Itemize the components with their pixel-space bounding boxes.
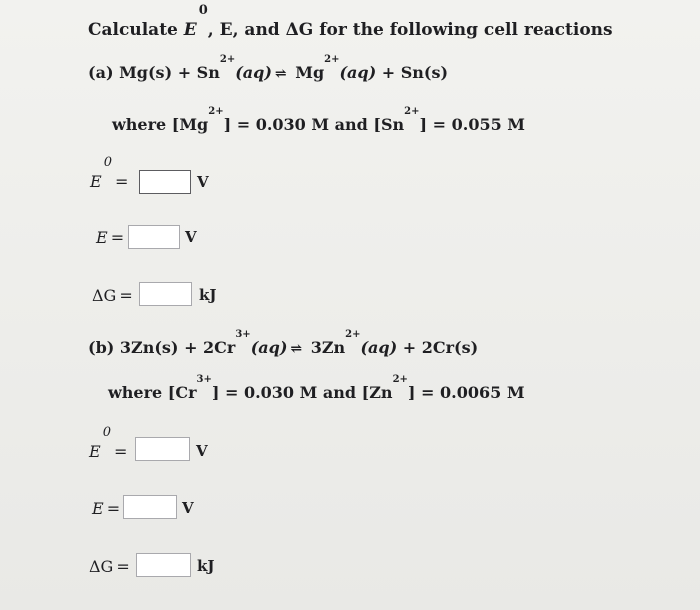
- dg-a-unit: kJ: [199, 286, 217, 304]
- e-a-equals: =: [110, 228, 125, 247]
- e0-a-equals: =: [114, 172, 129, 191]
- e0-b-letter: E: [89, 442, 101, 461]
- e0-a-unit: V: [197, 173, 209, 191]
- e-a-input[interactable]: [128, 225, 180, 249]
- reaction-b: [88, 329, 479, 357]
- dg-b-unit: kJ: [197, 557, 215, 575]
- reaction-b-text-4: (aq): [360, 338, 398, 357]
- e-b-unit: V: [182, 499, 194, 517]
- title-prefix: Calculate: [88, 20, 184, 40]
- reaction-a-charge-1: 2+: [219, 54, 236, 65]
- e0-b-equals: =: [113, 442, 128, 461]
- equilibrium-arrow-icon: ⇌: [274, 66, 287, 82]
- e0-a-superscript: 0: [103, 155, 112, 170]
- title-e0-letter: E: [183, 20, 197, 40]
- part-b-label: (b): [88, 338, 115, 357]
- reaction-a-text-2: (aq): [235, 63, 272, 82]
- conditions-b-charge-2: 2+: [392, 374, 408, 385]
- reaction-b-charge-1: 3+: [235, 329, 251, 340]
- reaction-b-text-1: 3Zn(s) + 2Cr: [114, 338, 236, 357]
- e-b-equals: =: [106, 499, 121, 518]
- e-a-letter: E: [96, 228, 108, 247]
- conditions-b-text-1: where [Cr: [108, 383, 197, 402]
- dg-a-equals: =: [119, 286, 133, 305]
- e-b-letter: E: [92, 499, 104, 518]
- conditions-b-text-3: ] = 0.0065 M: [407, 383, 525, 402]
- question-title: [88, 3, 613, 40]
- e-b-input[interactable]: [123, 495, 177, 519]
- e-a-unit: V: [185, 228, 197, 246]
- reaction-a-text-5: + Sn(s): [376, 63, 449, 82]
- dg-b-equals: =: [116, 557, 130, 576]
- reaction-a-text-4: (aq): [339, 63, 377, 82]
- conditions-a-charge-2: 2+: [404, 106, 420, 117]
- e0-a-letter: E: [90, 172, 102, 191]
- title-suffix: , E, and ΔG for the following cell reactions: [207, 20, 613, 40]
- reaction-b-text-5: + 2Cr(s): [397, 338, 479, 357]
- e-a-label: [96, 228, 124, 247]
- reaction-a: [88, 54, 449, 82]
- reaction-a-text-3: Mg: [289, 63, 325, 82]
- dg-b-input[interactable]: [136, 553, 191, 577]
- e-b-label: [92, 499, 120, 518]
- reaction-b-text-2: (aq): [250, 338, 288, 357]
- conditions-b: [108, 374, 525, 402]
- dg-a-label: [92, 286, 133, 305]
- e0-b-input[interactable]: [135, 437, 190, 461]
- dg-a-letter: ΔG: [92, 286, 117, 305]
- reaction-a-charge-2: 2+: [324, 54, 340, 65]
- equilibrium-arrow-icon: ⇌: [290, 341, 303, 357]
- conditions-a: [112, 106, 526, 134]
- conditions-a-text-1: where [Mg: [112, 115, 209, 134]
- e0-a-input[interactable]: [139, 170, 191, 194]
- reaction-a-text-1: Mg(s) + Sn: [113, 63, 220, 82]
- conditions-a-text-3: ] = 0.055 M: [419, 115, 526, 134]
- dg-a-input[interactable]: [139, 282, 192, 306]
- conditions-b-charge-1: 3+: [196, 374, 212, 385]
- e0-b-unit: V: [196, 442, 208, 460]
- reaction-b-text-3: 3Zn: [305, 338, 346, 357]
- conditions-a-text-2: ] = 0.030 M and [Sn: [223, 115, 405, 134]
- reaction-b-charge-2: 2+: [345, 329, 361, 340]
- dg-b-label: [89, 557, 130, 576]
- conditions-a-charge-1: 2+: [208, 106, 224, 117]
- conditions-b-text-2: ] = 0.030 M and [Zn: [211, 383, 393, 402]
- e0-b-superscript: 0: [102, 425, 111, 440]
- dg-b-letter: ΔG: [89, 557, 114, 576]
- part-a-label: (a): [88, 63, 114, 82]
- e0-b-label: [89, 425, 128, 461]
- e0-a-label: [90, 155, 129, 191]
- title-e0-superscript: 0: [198, 3, 208, 18]
